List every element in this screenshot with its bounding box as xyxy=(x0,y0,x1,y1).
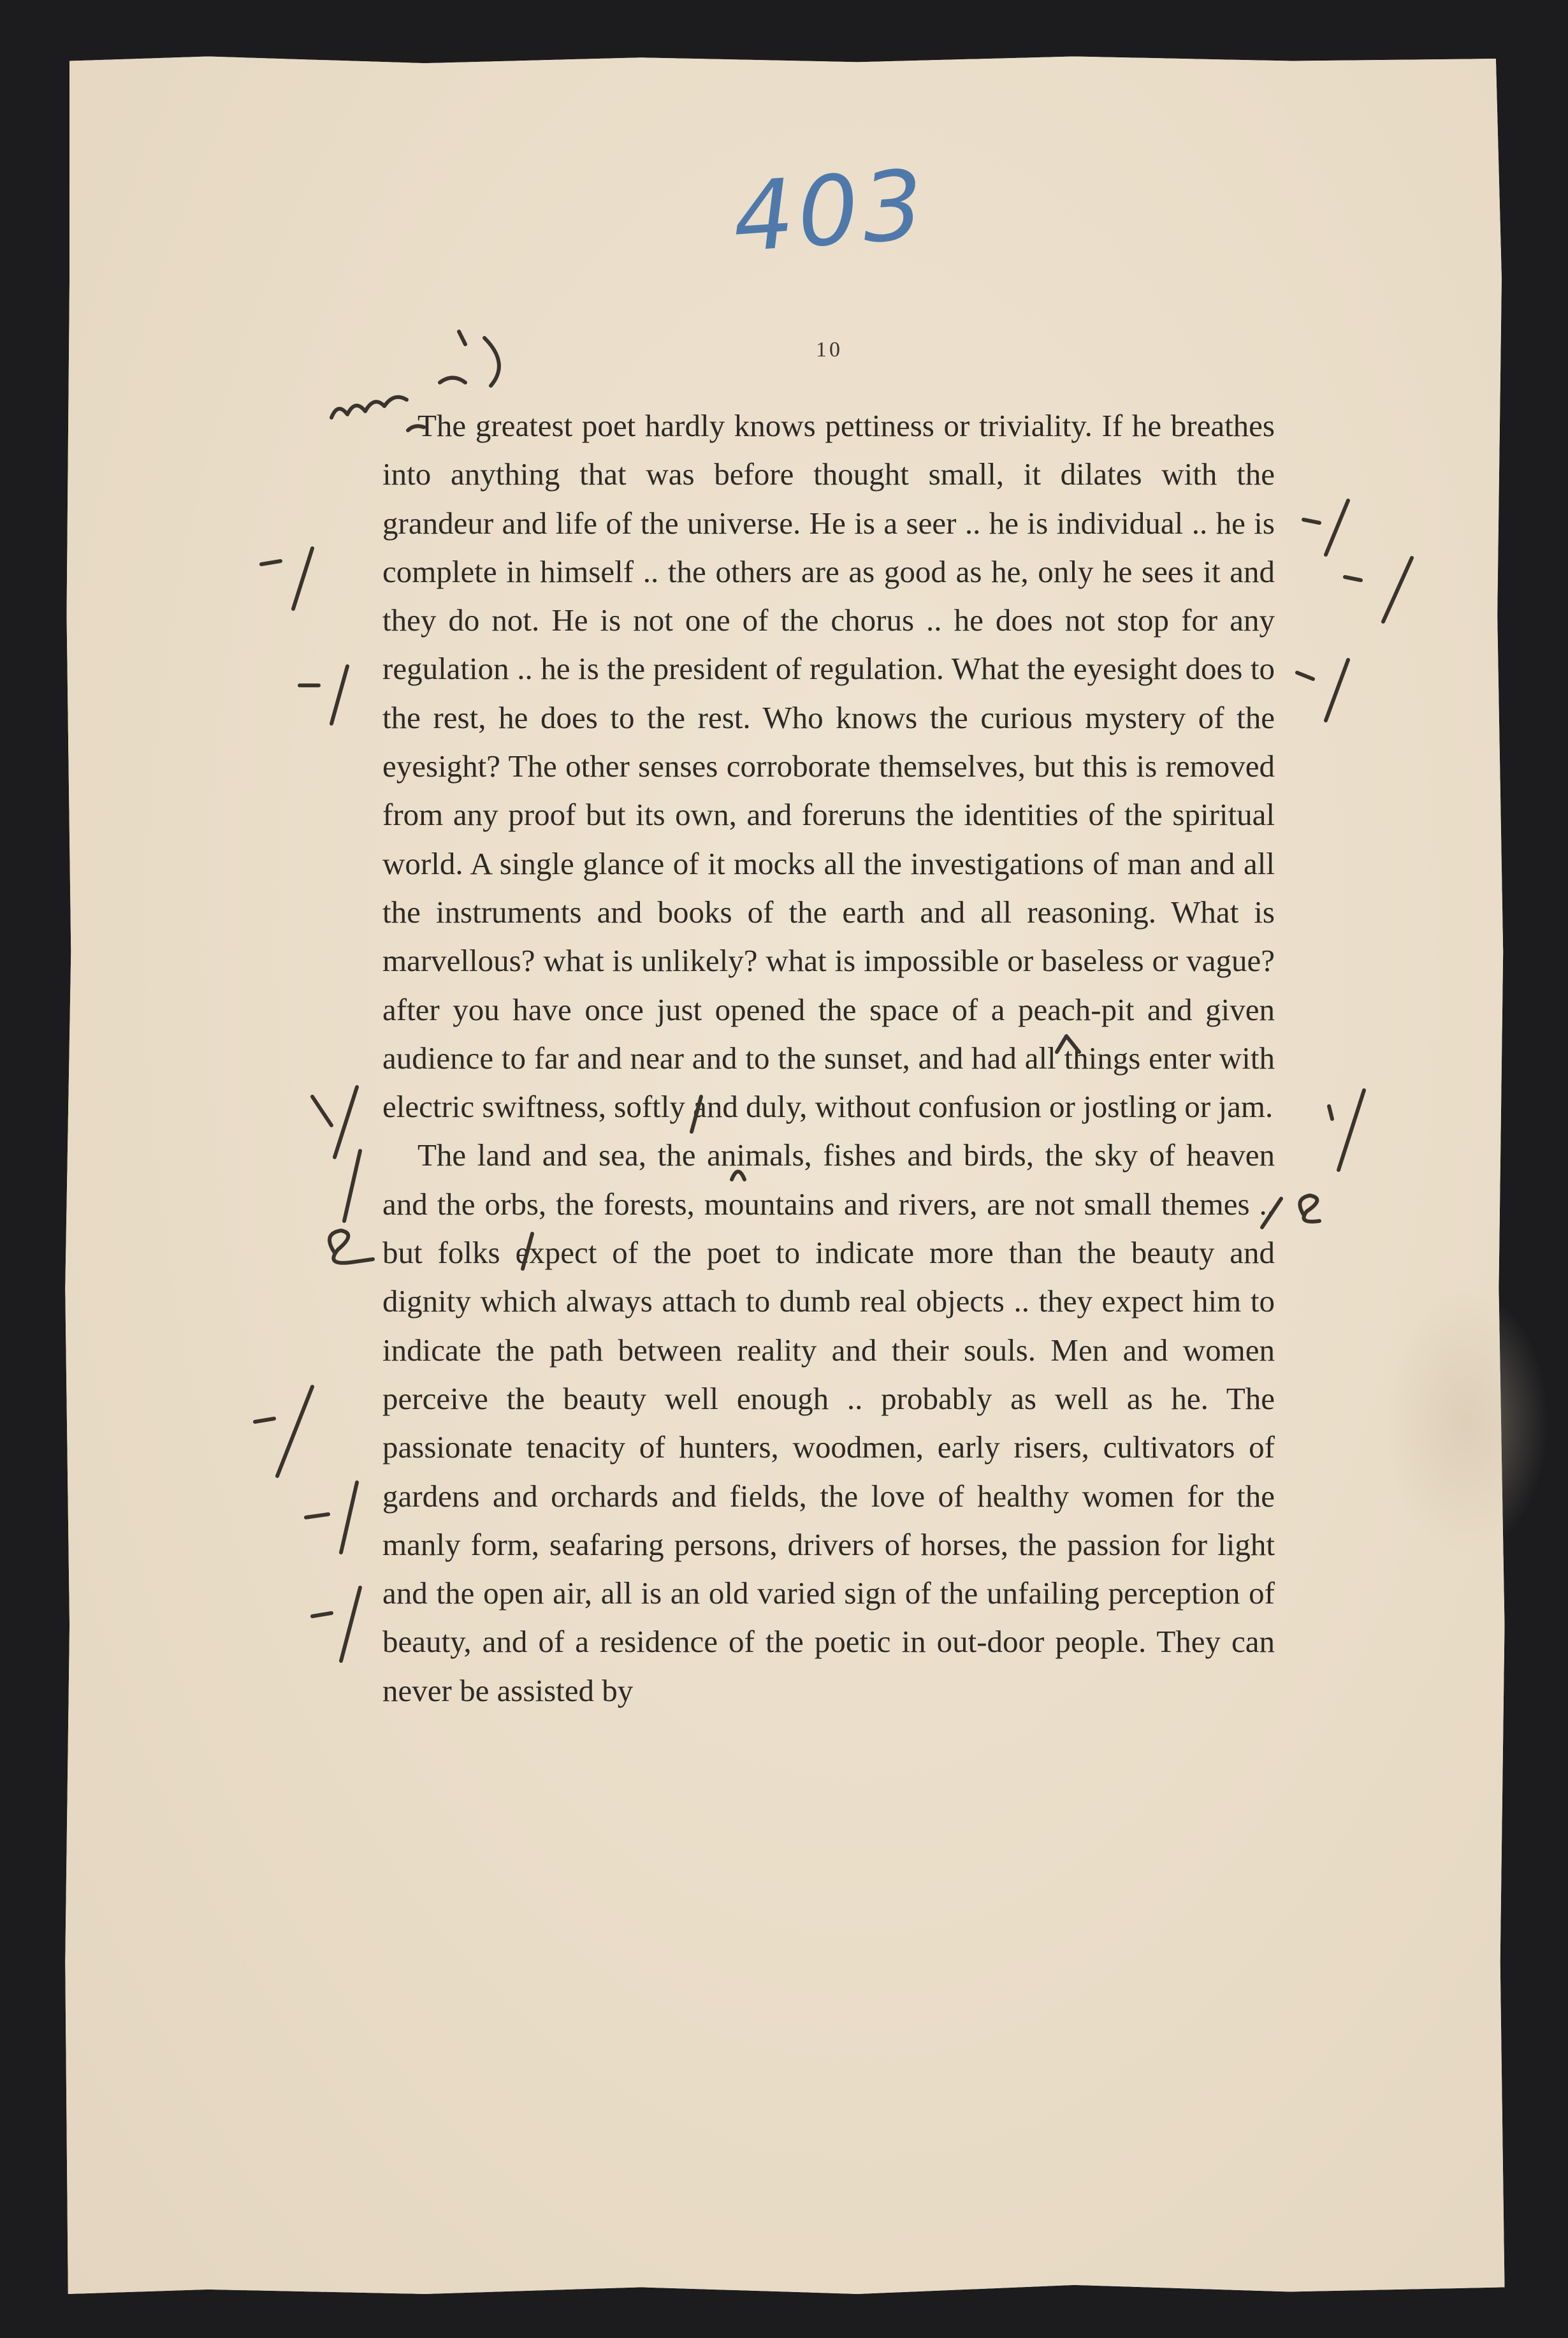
paper-stain xyxy=(1383,1288,1549,1556)
paragraph-1: The greatest poet hardly knows pettiness or triviality. If he breathes into anything that was before thought small, it dilates with the grandeur and life of the universe. He is a seer .. he is individual .. he is complete in himself .. the others are as good as he, only he sees it and they do not. He is not one of the chorus .. he does not stop for any regulation .. he is the president of regulation. What the eyesight does to the rest, he does to the rest. Who knows the curious mystery of the eyesight? The other senses corroborate themselves, but this is removed from any proof but its own, and foreruns the identities of the spiritual world. A single glance of it mocks all the investigations of man and all the instruments and books of the earth and all reasoning. What is marvellous? what is unlikely? what is impossible or baseless or vague? after you have once just opened the space of a peach-pit and given audience to far and near and to the sunset, and had all things enter with electric swiftness, softly and duly, without confusion or jostling or jam. xyxy=(382,408,1275,1125)
page-number: 10 xyxy=(816,338,843,362)
handwritten-folio-number: 403 xyxy=(729,149,931,274)
body-text xyxy=(382,402,1275,1715)
paragraph-2: The land and sea, the animals, fishes and birds, the sky of heaven and the orbs, the forests, mountains and rivers, are not small themes .. but folks expect of the poet to indicate more than the beauty and dignity which always attach to dumb real objects .. they expect him to indicate the path between reality and their souls. Men and women perceive the beauty well enough .. probably as well as he. The passionate tenacity of hunters, woodmen, early risers, cultivators of gardens and orchards and fields, the love of healthy women for the manly form, seafaring persons, drivers of horses, the passion for light and the open air, all is an old varied sign of the unfailing perception of beauty, and of a residence of the poetic in out-door people. They can never be assisted by xyxy=(382,1137,1275,1708)
